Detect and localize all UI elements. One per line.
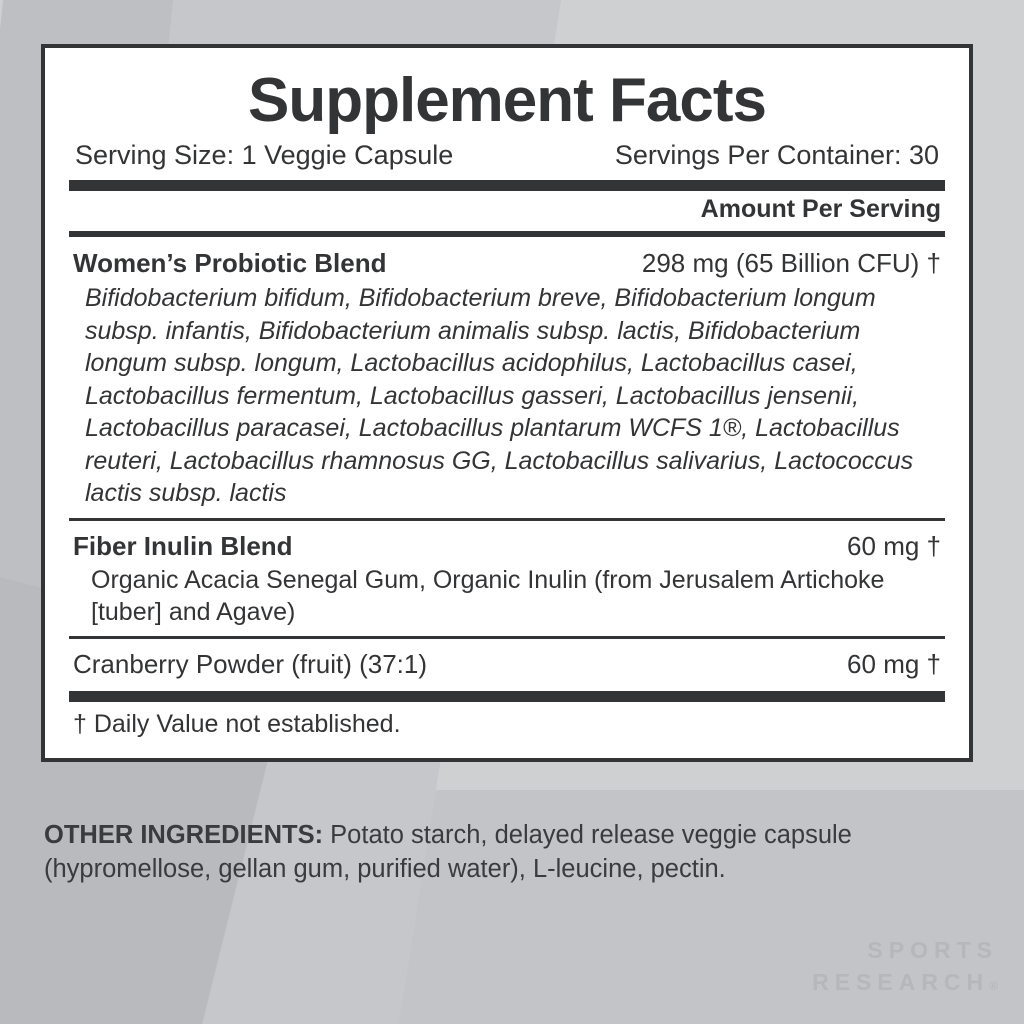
brand-logo — [812, 934, 998, 1002]
servings-per-container-text: Servings Per Container: 30 — [614, 140, 939, 170]
divider-medium-1 — [69, 231, 945, 237]
divider-thick-top — [69, 180, 945, 191]
serving-size-text: Serving Size: 1 Veggie Capsule — [75, 140, 454, 170]
other-ingredients-block — [44, 818, 944, 886]
fiber-blend-name: Fiber Inulin Blend — [73, 530, 293, 561]
amount-per-serving-label: Amount Per Serving — [700, 195, 941, 223]
page-title: Supplement Facts — [248, 66, 766, 135]
brand-line-2-wrap — [812, 966, 998, 1002]
divider-thick-bottom — [69, 691, 945, 702]
serving-info-row — [69, 138, 945, 176]
divider-thin-1 — [69, 518, 945, 521]
probiotic-blend-name: Women’s Probiotic Blend — [73, 248, 387, 278]
cranberry-amount: 60 mg † — [847, 648, 941, 679]
probiotic-ingredient-list: Bifidobacterium bifidum, Bifidobacterium breve, Bifidobacterium longum subsp. infantis, Bifidobacterium animalis subsp. lactis, Bifidobacterium longum subsp. longum, Lactobacillus acidophilus, Lactobacillus casei, Lactobacillus fermentum, Lactobacillus gasseri, Lactobacillus jensenii, Lactobacillus paracasei, Lactobacillus plantarum WCFS 1®, Lactobacillus reuteri, Lactobacillus rhamnosus GG, Lactobacillus salivarius, Lactococcus lactis subsp. lactis — [85, 284, 914, 507]
registered-trademark-icon: ® — [989, 979, 998, 993]
daily-value-footnote: † Daily Value not established. — [73, 709, 401, 738]
supplement-facts-panel — [41, 44, 973, 762]
other-ingredients-label: OTHER INGREDIENTS: — [44, 821, 324, 849]
brand-line-2: RESEARCH — [812, 969, 990, 995]
brand-line-1: SPORTS — [867, 937, 998, 963]
divider-thin-2 — [69, 636, 945, 639]
probiotic-blend-amount: 298 mg (65 Billion CFU) † — [641, 248, 941, 278]
table-row — [69, 240, 945, 280]
fiber-blend-amount: 60 mg † — [847, 530, 941, 561]
table-row — [69, 523, 945, 563]
table-row — [69, 641, 945, 687]
cranberry-name: Cranberry Powder (fruit) (37:1) — [73, 648, 427, 679]
other-ingredients-text: Potato starch, delayed release veggie capsule (hypromellose, gellan gum, purified water), L-leucine, pectin. — [44, 821, 852, 883]
fiber-ingredient-list: Organic Acacia Senegal Gum, Organic Inulin (from Jerusalem Artichoke [tuber] and Agave) — [91, 565, 885, 626]
